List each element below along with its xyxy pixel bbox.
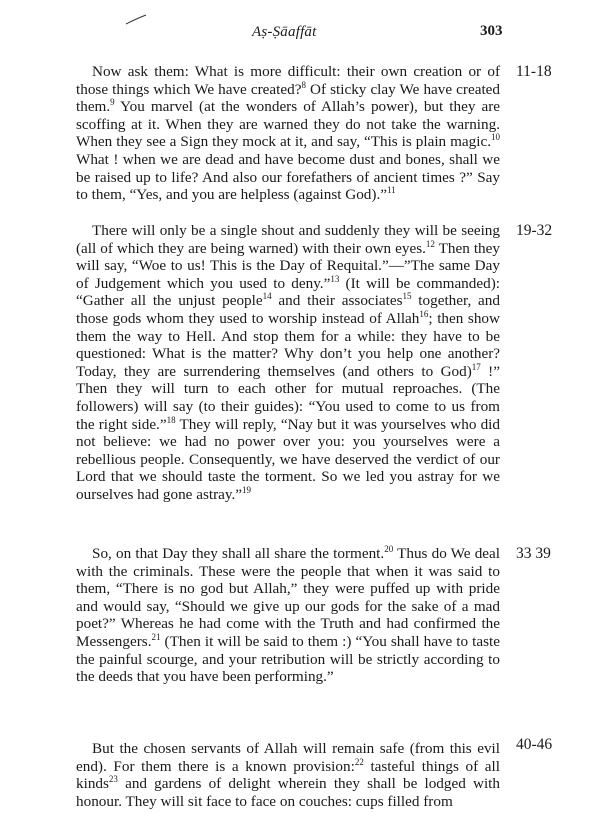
paragraph-verses-33-39 [76,545,500,686]
paragraph-verses-40-46 [76,740,500,810]
text-run: Now ask them: What is more difficult: their own creation or of those things which We have created? [76,63,500,98]
text-run: Of sticky clay We have created them. [76,80,501,116]
paragraph-verses-19-32 [76,222,500,504]
footnote-marker: 17 [471,361,481,372]
paragraph-verses-11-18 [76,63,500,204]
footnote-marker: 12 [425,238,435,249]
text-run: tasteful things of all kinds [76,757,500,793]
text-run: So, on that Day they shall all share the torment. [92,545,385,562]
text-run: Then they will say, “Woe to us! This is the Day of Requital.”—”The same Day of Judgement which you used to deny.” [76,239,500,292]
text-run: ; then show them the way to Hell. And stop them for a while: they have to be questioned: What is the matter? Why don’t you help one another? Today, they are surrendering themselves (and others to God) [76,309,500,380]
footnote-marker: 11 [387,185,396,196]
text-run: (It will be commanded): “Gather all the unjust people [76,274,500,310]
text-run: together, and those gods whom they used to worship instead of Allah [76,292,500,327]
text-run: There will only be a single shout and suddenly they will be seeing (all of which they are being warned) with their own eyes. [76,222,500,257]
text-run: and gardens of delight wherein they shall be lodged with honour. They will sit face to face on couches: cups filled from [76,775,500,810]
footnote-marker: 8 [301,79,306,90]
footnote-marker: 22 [354,756,364,767]
footnote-marker: 21 [151,631,161,642]
footnote-marker: 20 [384,544,394,554]
text-run: What ! when we are dead and have become dust and bones, shall we be raised up to life? And also our forefathers of ancient times ?” Say to them, “Yes, and you are helpless (against God).” [76,150,500,204]
footnote-marker: 23 [108,774,118,785]
footnote-marker: 13 [330,273,340,284]
pen-stroke-mark [124,14,148,26]
verse-range-19-32: 19-32 [516,222,553,239]
verse-range-33-39: 33 39 [516,545,551,562]
text-run: Thus do We deal with the criminals. These were the people that when it was said to them, “There is no god but Allah,” they were puffed up with pride and would say, “Should we give up our gods for the sake of a mad poet?” Whereas he had come with the Truth and had confirmed the Messengers. [76,545,500,650]
running-title: Aṣ-Ṣāaffāt [252,24,317,40]
footnote-marker: 9 [110,97,115,108]
text-run: But the chosen servants of Allah will remain safe (from this evil end). For them there is a known provision: [76,740,500,775]
footnote-marker: 14 [262,291,272,302]
footnote-marker: 15 [402,291,412,302]
footnote-marker: 10 [491,132,500,143]
verse-range-40-46: 40-46 [516,736,553,753]
text-run: and their associates [271,292,403,310]
text-run: (Then it will be said to them :) “You shall have to taste the painful scourge, and your retribution will be strictly according to the deeds that you have been performing.” [76,632,500,686]
text-run: !” Then they will turn to each other for mutual reproaches. (The followers) will say (to their guides): “You used to come to us from the right side.” [76,362,500,433]
text-run: They will reply, “Nay but it was yourselves who did not believe: we had no power over you: you yourselves were a rebellious people. Consequently, we have deserved the verdict of our Lord that we should taste the torment. So we led you astray for we ourselves had gone astray.” [76,415,500,503]
footnote-marker: 18 [166,414,176,425]
footnote-marker: 16 [419,308,429,319]
footnote-marker: 19 [242,484,252,495]
verse-range-11-18: 11-18 [516,63,552,80]
page-number: 303 [480,23,503,39]
text-run: You marvel (at the wonders of Allah’s power), but they are scoffing at it. When they are warned they do not take the warning. When they see a Sign they mock at it, and say, “This is plain magic. [76,98,500,151]
